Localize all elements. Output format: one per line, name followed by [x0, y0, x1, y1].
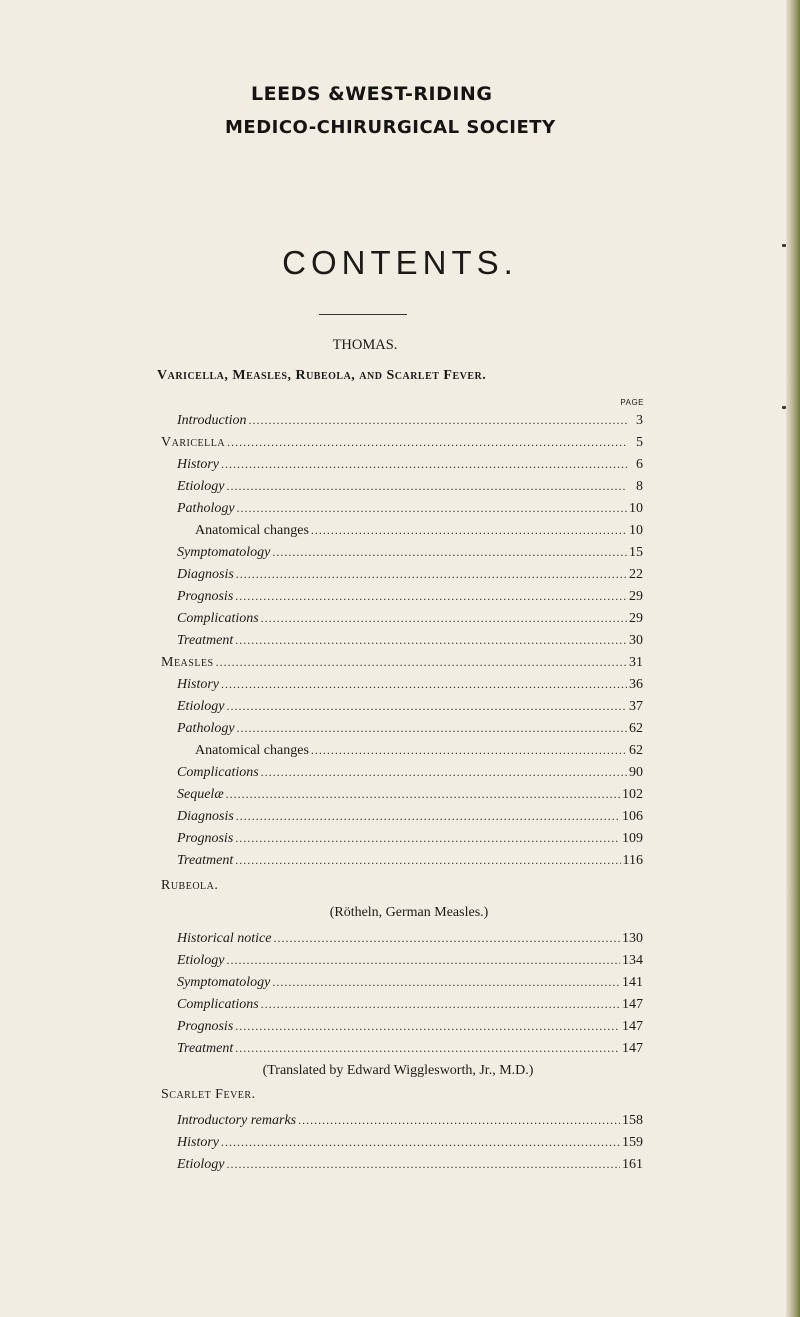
- leader-dots: [237, 498, 627, 518]
- toc-section-scarlet-fever: Scarlet Fever.: [161, 1087, 256, 1102]
- leader-dots: [221, 674, 627, 694]
- library-stamp-line-2: MEDICO-CHIRURGICAL SOCIETY: [225, 117, 556, 138]
- toc-entry: Etiology . . . 161: [177, 1154, 643, 1174]
- page-column-label: PAGE: [620, 398, 644, 407]
- toc-entry: Treatment . . . 30: [177, 630, 643, 650]
- toc-entry: Etiology . . . 8: [177, 476, 643, 496]
- leader-dots: [237, 718, 627, 738]
- leader-dots: [216, 652, 627, 672]
- toc-entry: History . . . 36: [177, 674, 643, 694]
- toc-entry-introduction: Introduction . . . 3: [177, 410, 643, 430]
- toc-entry: Etiology . . . 134: [177, 950, 643, 970]
- leader-dots: [226, 1154, 620, 1174]
- toc-section-measles: Measles . . . 31: [161, 652, 643, 672]
- leader-dots: [226, 784, 620, 804]
- library-stamp-line-1: LEEDS &WEST-RIDING: [251, 83, 493, 105]
- toc-entry: Complications . . . 147: [177, 994, 643, 1014]
- leader-dots: [274, 928, 621, 948]
- leader-dots: [227, 432, 627, 452]
- leader-dots: [221, 1132, 620, 1152]
- toc-section-varicella: Varicella . . . 5: [161, 432, 643, 452]
- toc-entry: Diagnosis . . . 106: [177, 806, 643, 826]
- page-title: CONTENTS.: [282, 244, 518, 281]
- toc-entry: Anatomical changes . . . 10: [195, 520, 643, 540]
- leader-dots: [261, 762, 627, 782]
- leader-dots: [235, 586, 627, 606]
- leader-dots: [248, 410, 627, 430]
- toc-entry: Prognosis . . . 147: [177, 1016, 643, 1036]
- leader-dots: [221, 454, 627, 474]
- toc-entry: Historical notice . . . 130: [177, 928, 643, 948]
- leader-dots: [235, 630, 627, 650]
- rubeola-subtitle: (Rötheln, German Measles.): [329, 905, 489, 920]
- leader-dots: [236, 806, 620, 826]
- translator-note: (Translated by Edward Wigglesworth, Jr., M.D.): [262, 1063, 534, 1078]
- toc-entry: Symptomatology . . . 15: [177, 542, 643, 562]
- toc-entry: Sequelæ . . . 102: [177, 784, 643, 804]
- leader-dots: [235, 1038, 620, 1058]
- binding-mark: [782, 406, 786, 409]
- leader-dots: [235, 850, 620, 870]
- leader-dots: [311, 740, 627, 760]
- book-binding-edge: [786, 0, 800, 1317]
- toc-entry: History . . . 159: [177, 1132, 643, 1152]
- toc-entry: History . . . 6: [177, 454, 643, 474]
- toc-entry: Symptomatology . . . 141: [177, 972, 643, 992]
- leader-dots: [226, 696, 627, 716]
- author-name: THOMAS.: [332, 337, 398, 353]
- binding-mark: [782, 244, 786, 247]
- leader-dots: [261, 608, 627, 628]
- toc-entry: Etiology . . . 37: [177, 696, 643, 716]
- toc-entry: Introductory remarks . . . 158: [177, 1110, 643, 1130]
- toc-entry: Complications . . . 29: [177, 608, 643, 628]
- toc-entry: Prognosis . . . 109: [177, 828, 643, 848]
- volume-subject: Varicella, Measles, Rubeola, and Scarlet Fever.: [157, 368, 487, 383]
- leader-dots: [235, 828, 620, 848]
- toc-entry: Pathology . . . 10: [177, 498, 643, 518]
- leader-dots: [272, 972, 620, 992]
- toc-entry: Anatomical changes . . . 62: [195, 740, 643, 760]
- leader-dots: [226, 950, 620, 970]
- leader-dots: [298, 1110, 620, 1130]
- leader-dots: [311, 520, 627, 540]
- toc-entry: Treatment . . . 147: [177, 1038, 643, 1058]
- leader-dots: [226, 476, 627, 496]
- leader-dots: [236, 564, 627, 584]
- toc-entry: Complications . . . 90: [177, 762, 643, 782]
- toc-section-rubeola: Rubeola.: [161, 878, 219, 893]
- toc-entry: Prognosis . . . 29: [177, 586, 643, 606]
- toc-entry: Treatment . . . 116: [177, 850, 643, 870]
- toc-entry: Pathology . . . 62: [177, 718, 643, 738]
- leader-dots: [272, 542, 627, 562]
- toc-entry: Diagnosis . . . 22: [177, 564, 643, 584]
- leader-dots: [235, 1016, 620, 1036]
- leader-dots: [261, 994, 620, 1014]
